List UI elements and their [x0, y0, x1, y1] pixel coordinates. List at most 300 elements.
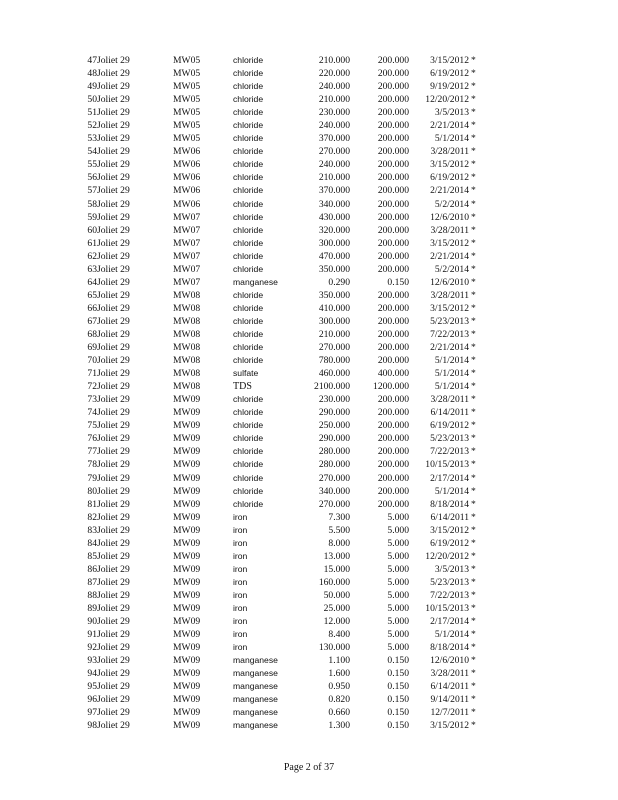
parameter-name: chloride — [233, 237, 264, 248]
row-number: 90 — [87, 616, 97, 628]
standard-limit: 5.000 — [387, 602, 409, 614]
sample-date: 3/28/2011 — [430, 289, 469, 301]
sample-date: 6/19/2012 — [430, 172, 469, 184]
table-row — [0, 302, 618, 315]
exceedance-flag: * — [471, 381, 476, 393]
exceedance-flag: * — [471, 342, 476, 354]
exceedance-flag: * — [471, 146, 476, 158]
exceedance-flag: * — [471, 237, 476, 249]
parameter-name: chloride — [233, 472, 264, 483]
exceedance-table — [0, 54, 618, 732]
standard-limit: 200.000 — [377, 133, 409, 145]
exceedance-flag: * — [471, 407, 476, 419]
well-id: MW09 — [173, 720, 201, 732]
table-row — [0, 485, 618, 498]
well-id: MW06 — [173, 198, 201, 210]
measured-value: 270.000 — [318, 146, 350, 158]
parameter-name: chloride — [233, 94, 264, 105]
parameter-name: chloride — [233, 289, 264, 300]
measured-value: 130.000 — [318, 642, 350, 654]
sample-date: 6/19/2012 — [430, 420, 469, 432]
exceedance-flag: * — [471, 550, 476, 562]
sample-date: 9/14/2011 — [430, 694, 469, 706]
well-id: MW07 — [173, 263, 201, 275]
well-id: MW09 — [173, 420, 201, 432]
measured-value: 210.000 — [318, 172, 350, 184]
table-row — [0, 719, 618, 732]
parameter-name: manganese — [233, 655, 278, 666]
measured-value: 340.000 — [318, 198, 350, 210]
well-id: MW06 — [173, 185, 201, 197]
sample-date: 8/18/2014 — [430, 642, 469, 654]
row-number: 87 — [87, 576, 97, 588]
row-number: 58 — [87, 198, 97, 210]
standard-limit: 200.000 — [377, 394, 409, 406]
sample-date: 12/20/2012 — [425, 94, 469, 106]
sample-date: 6/14/2011 — [430, 407, 469, 419]
table-row — [0, 328, 618, 341]
standard-limit: 200.000 — [377, 328, 409, 340]
standard-limit: 5.000 — [387, 537, 409, 549]
measured-value: 0.660 — [328, 707, 350, 719]
row-number: 78 — [87, 459, 97, 471]
measured-value: 25.000 — [323, 602, 350, 614]
parameter-name: chloride — [233, 342, 264, 353]
well-id: MW05 — [173, 133, 201, 145]
parameter-name: iron — [233, 616, 248, 627]
table-row — [0, 354, 618, 367]
measured-value: 340.000 — [318, 485, 350, 497]
well-id: MW08 — [173, 315, 201, 327]
parameter-name: manganese — [233, 694, 278, 705]
table-row — [0, 628, 618, 641]
table-row — [0, 263, 618, 276]
measured-value: 300.000 — [318, 315, 350, 327]
standard-limit: 5.000 — [387, 576, 409, 588]
table-row — [0, 67, 618, 80]
sample-date: 2/17/2014 — [430, 616, 469, 628]
row-number: 65 — [87, 289, 97, 301]
row-number: 52 — [87, 120, 97, 132]
table-row — [0, 198, 618, 211]
sample-date: 3/28/2011 — [430, 146, 469, 158]
well-id: MW09 — [173, 681, 201, 693]
well-id: MW08 — [173, 289, 201, 301]
measured-value: 160.000 — [318, 576, 350, 588]
sample-date: 7/22/2013 — [430, 446, 469, 458]
parameter-name: iron — [233, 511, 248, 522]
sample-date: 9/19/2012 — [430, 81, 469, 93]
site-name: Joliet 29 — [97, 655, 130, 667]
exceedance-flag: * — [471, 563, 476, 575]
site-name: Joliet 29 — [97, 668, 130, 680]
parameter-name: TDS — [233, 381, 252, 393]
measured-value: 270.000 — [318, 498, 350, 510]
sample-date: 3/15/2012 — [430, 524, 469, 536]
parameter-name: iron — [233, 537, 248, 548]
table-row — [0, 654, 618, 667]
measured-value: 370.000 — [318, 133, 350, 145]
standard-limit: 200.000 — [377, 355, 409, 367]
sample-date: 6/14/2011 — [430, 511, 469, 523]
row-number: 76 — [87, 433, 97, 445]
standard-limit: 0.150 — [387, 276, 409, 288]
sample-date: 3/15/2012 — [430, 55, 469, 66]
table-row — [0, 602, 618, 615]
standard-limit: 5.000 — [387, 616, 409, 628]
standard-limit: 200.000 — [377, 81, 409, 93]
measured-value: 0.290 — [328, 276, 350, 288]
sample-date: 12/7/2011 — [430, 707, 469, 719]
row-number: 69 — [87, 342, 97, 354]
table-row — [0, 458, 618, 471]
exceedance-flag: * — [471, 394, 476, 406]
parameter-name: chloride — [233, 107, 264, 118]
standard-limit: 200.000 — [377, 224, 409, 236]
exceedance-flag: * — [471, 328, 476, 340]
exceedance-flag: * — [471, 276, 476, 288]
row-number: 95 — [87, 681, 97, 693]
site-name: Joliet 29 — [97, 485, 130, 497]
exceedance-flag: * — [471, 263, 476, 275]
site-name: Joliet 29 — [97, 420, 130, 432]
standard-limit: 200.000 — [377, 485, 409, 497]
well-id: MW09 — [173, 668, 201, 680]
measured-value: 210.000 — [318, 55, 350, 66]
parameter-name: chloride — [233, 55, 264, 65]
standard-limit: 200.000 — [377, 172, 409, 184]
standard-limit: 200.000 — [377, 315, 409, 327]
measured-value: 210.000 — [318, 94, 350, 106]
well-id: MW09 — [173, 550, 201, 562]
table-row — [0, 289, 618, 302]
sample-date: 3/28/2011 — [430, 224, 469, 236]
site-name: Joliet 29 — [97, 459, 130, 471]
parameter-name: iron — [233, 563, 248, 574]
row-number: 49 — [87, 81, 97, 93]
measured-value: 430.000 — [318, 211, 350, 223]
row-number: 53 — [87, 133, 97, 145]
sample-date: 2/17/2014 — [430, 472, 469, 484]
well-id: MW07 — [173, 276, 201, 288]
measured-value: 240.000 — [318, 159, 350, 171]
row-number: 60 — [87, 224, 97, 236]
site-name: Joliet 29 — [97, 537, 130, 549]
row-number: 63 — [87, 263, 97, 275]
well-id: MW09 — [173, 694, 201, 706]
row-number: 48 — [87, 68, 97, 80]
row-number: 81 — [87, 498, 97, 510]
site-name: Joliet 29 — [97, 498, 130, 510]
measured-value: 8.400 — [328, 629, 350, 641]
row-number: 74 — [87, 407, 97, 419]
exceedance-flag: * — [471, 107, 476, 119]
site-name: Joliet 29 — [97, 94, 130, 106]
measured-value: 280.000 — [318, 446, 350, 458]
site-name: Joliet 29 — [97, 433, 130, 445]
sample-date: 12/6/2010 — [430, 276, 469, 288]
measured-value: 470.000 — [318, 250, 350, 262]
table-row — [0, 706, 618, 719]
well-id: MW06 — [173, 159, 201, 171]
table-row — [0, 224, 618, 237]
measured-value: 410.000 — [318, 302, 350, 314]
sample-date: 7/22/2013 — [430, 589, 469, 601]
sample-date: 3/5/2013 — [434, 563, 469, 575]
row-number: 50 — [87, 94, 97, 106]
parameter-name: manganese — [233, 720, 278, 731]
parameter-name: iron — [233, 524, 248, 535]
standard-limit: 200.000 — [377, 211, 409, 223]
parameter-name: chloride — [233, 81, 264, 92]
site-name: Joliet 29 — [97, 563, 130, 575]
parameter-name: chloride — [233, 420, 264, 431]
sample-date: 5/1/2014 — [434, 485, 469, 497]
standard-limit: 200.000 — [377, 55, 409, 66]
well-id: MW09 — [173, 589, 201, 601]
page-number: Page 2 of 37 — [283, 762, 335, 773]
well-id: MW07 — [173, 211, 201, 223]
exceedance-flag: * — [471, 446, 476, 458]
table-row — [0, 93, 618, 106]
table-row — [0, 393, 618, 406]
well-id: MW09 — [173, 433, 201, 445]
site-name: Joliet 29 — [97, 276, 130, 288]
measured-value: 210.000 — [318, 328, 350, 340]
well-id: MW09 — [173, 642, 201, 654]
site-name: Joliet 29 — [97, 315, 130, 327]
site-name: Joliet 29 — [97, 237, 130, 249]
row-number: 56 — [87, 172, 97, 184]
site-name: Joliet 29 — [97, 629, 130, 641]
table-row — [0, 615, 618, 628]
exceedance-flag: * — [471, 511, 476, 523]
table-row — [0, 341, 618, 354]
table-row — [0, 406, 618, 419]
sample-date: 2/21/2014 — [430, 120, 469, 132]
standard-limit: 0.150 — [387, 668, 409, 680]
well-id: MW09 — [173, 459, 201, 471]
site-name: Joliet 29 — [97, 681, 130, 693]
measured-value: 13.000 — [323, 550, 350, 562]
sample-date: 3/28/2011 — [430, 668, 469, 680]
sample-date: 5/1/2014 — [434, 381, 469, 393]
row-number: 55 — [87, 159, 97, 171]
parameter-name: chloride — [233, 263, 264, 274]
well-id: MW09 — [173, 563, 201, 575]
measured-value: 1.600 — [328, 668, 350, 680]
parameter-name: chloride — [233, 407, 264, 418]
exceedance-flag: * — [471, 576, 476, 588]
exceedance-flag: * — [471, 355, 476, 367]
standard-limit: 200.000 — [377, 159, 409, 171]
site-name: Joliet 29 — [97, 576, 130, 588]
exceedance-flag: * — [471, 302, 476, 314]
standard-limit: 200.000 — [377, 263, 409, 275]
exceedance-flag: * — [471, 172, 476, 184]
parameter-name: chloride — [233, 485, 264, 496]
well-id: MW05 — [173, 107, 201, 119]
exceedance-flag: * — [471, 68, 476, 80]
well-id: MW09 — [173, 511, 201, 523]
well-id: MW09 — [173, 629, 201, 641]
parameter-name: chloride — [233, 315, 264, 326]
exceedance-flag: * — [471, 55, 476, 66]
sample-date: 5/2/2014 — [434, 263, 469, 275]
site-name: Joliet 29 — [97, 472, 130, 484]
well-id: MW05 — [173, 120, 201, 132]
table-row — [0, 511, 618, 524]
table-row — [0, 250, 618, 263]
table-row — [0, 158, 618, 171]
standard-limit: 200.000 — [377, 146, 409, 158]
standard-limit: 200.000 — [377, 446, 409, 458]
standard-limit: 200.000 — [377, 68, 409, 80]
row-number: 66 — [87, 302, 97, 314]
well-id: MW08 — [173, 381, 201, 393]
sample-date: 3/15/2012 — [430, 237, 469, 249]
table-row — [0, 132, 618, 145]
standard-limit: 5.000 — [387, 642, 409, 654]
site-name: Joliet 29 — [97, 381, 130, 393]
row-number: 80 — [87, 485, 97, 497]
row-number: 85 — [87, 550, 97, 562]
standard-limit: 200.000 — [377, 407, 409, 419]
exceedance-flag: * — [471, 133, 476, 145]
measured-value: 220.000 — [318, 68, 350, 80]
site-name: Joliet 29 — [97, 511, 130, 523]
row-number: 77 — [87, 446, 97, 458]
exceedance-flag: * — [471, 472, 476, 484]
site-name: Joliet 29 — [97, 68, 130, 80]
row-number: 94 — [87, 668, 97, 680]
parameter-name: chloride — [233, 355, 264, 366]
exceedance-flag: * — [471, 668, 476, 680]
site-name: Joliet 29 — [97, 211, 130, 223]
site-name: Joliet 29 — [97, 55, 130, 66]
standard-limit: 5.000 — [387, 511, 409, 523]
well-id: MW08 — [173, 355, 201, 367]
row-number: 96 — [87, 694, 97, 706]
measured-value: 1.100 — [328, 655, 350, 667]
site-name: Joliet 29 — [97, 185, 130, 197]
parameter-name: chloride — [233, 302, 264, 313]
site-name: Joliet 29 — [97, 550, 130, 562]
row-number: 93 — [87, 655, 97, 667]
table-row — [0, 419, 618, 432]
standard-limit: 0.150 — [387, 681, 409, 693]
parameter-name: iron — [233, 602, 248, 613]
measured-value: 0.820 — [328, 694, 350, 706]
table-row — [0, 106, 618, 119]
standard-limit: 200.000 — [377, 472, 409, 484]
site-name: Joliet 29 — [97, 328, 130, 340]
exceedance-flag: * — [471, 485, 476, 497]
parameter-name: chloride — [233, 198, 264, 209]
well-id: MW06 — [173, 146, 201, 158]
table-row — [0, 524, 618, 537]
sample-date: 8/18/2014 — [430, 498, 469, 510]
well-id: MW05 — [173, 81, 201, 93]
table-row — [0, 367, 618, 380]
standard-limit: 0.150 — [387, 707, 409, 719]
parameter-name: chloride — [233, 433, 264, 444]
measured-value: 230.000 — [318, 107, 350, 119]
site-name: Joliet 29 — [97, 81, 130, 93]
exceedance-flag: * — [471, 616, 476, 628]
row-number: 71 — [87, 368, 97, 380]
well-id: MW09 — [173, 407, 201, 419]
table-row — [0, 276, 618, 289]
sample-date: 3/28/2011 — [430, 394, 469, 406]
parameter-name: iron — [233, 589, 248, 600]
parameter-name: chloride — [233, 68, 264, 79]
exceedance-flag: * — [471, 198, 476, 210]
exceedance-flag: * — [471, 537, 476, 549]
well-id: MW09 — [173, 394, 201, 406]
table-row — [0, 171, 618, 184]
well-id: MW09 — [173, 537, 201, 549]
row-number: 97 — [87, 707, 97, 719]
row-number: 64 — [87, 276, 97, 288]
row-number: 72 — [87, 381, 97, 393]
table-row — [0, 237, 618, 250]
sample-date: 12/6/2010 — [430, 655, 469, 667]
measured-value: 350.000 — [318, 289, 350, 301]
row-number: 57 — [87, 185, 97, 197]
exceedance-flag: * — [471, 629, 476, 641]
table-row — [0, 667, 618, 680]
sample-date: 5/2/2014 — [434, 198, 469, 210]
site-name: Joliet 29 — [97, 642, 130, 654]
standard-limit: 200.000 — [377, 107, 409, 119]
table-row — [0, 80, 618, 93]
row-number: 59 — [87, 211, 97, 223]
row-number: 92 — [87, 642, 97, 654]
exceedance-flag: * — [471, 368, 476, 380]
parameter-name: chloride — [233, 211, 264, 222]
site-name: Joliet 29 — [97, 694, 130, 706]
standard-limit: 200.000 — [377, 237, 409, 249]
site-name: Joliet 29 — [97, 342, 130, 354]
standard-limit: 5.000 — [387, 563, 409, 575]
measured-value: 460.000 — [318, 368, 350, 380]
table-row — [0, 472, 618, 485]
site-name: Joliet 29 — [97, 198, 130, 210]
parameter-name: manganese — [233, 276, 278, 287]
row-number: 86 — [87, 563, 97, 575]
row-number: 54 — [87, 146, 97, 158]
site-name: Joliet 29 — [97, 407, 130, 419]
exceedance-flag: * — [471, 81, 476, 93]
well-id: MW09 — [173, 485, 201, 497]
measured-value: 780.000 — [318, 355, 350, 367]
parameter-name: chloride — [233, 120, 264, 131]
parameter-name: chloride — [233, 328, 264, 339]
standard-limit: 200.000 — [377, 459, 409, 471]
well-id: MW09 — [173, 655, 201, 667]
parameter-name: manganese — [233, 707, 278, 718]
sample-date: 7/22/2013 — [430, 328, 469, 340]
standard-limit: 0.150 — [387, 720, 409, 732]
measured-value: 370.000 — [318, 185, 350, 197]
well-id: MW05 — [173, 68, 201, 80]
standard-limit: 5.000 — [387, 589, 409, 601]
standard-limit: 200.000 — [377, 302, 409, 314]
measured-value: 280.000 — [318, 459, 350, 471]
well-id: MW06 — [173, 172, 201, 184]
exceedance-flag: * — [471, 250, 476, 262]
